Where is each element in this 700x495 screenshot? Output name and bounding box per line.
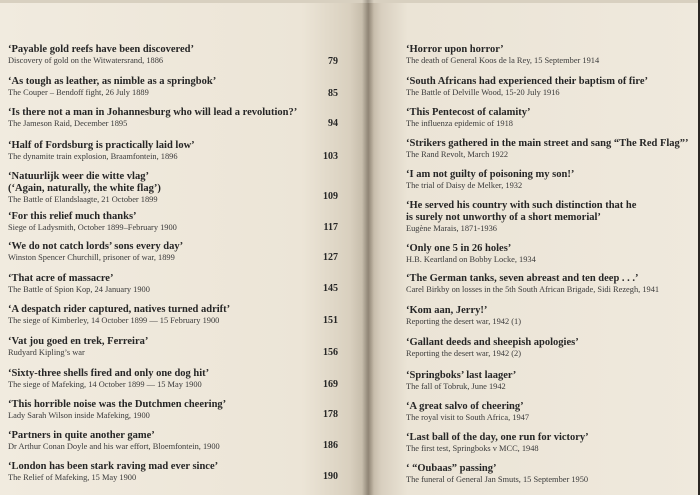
entry-title-line2: (‘Again, naturally, the white flag’) xyxy=(8,183,161,194)
entry-subtitle: The royal visit to South Africa, 1947 xyxy=(406,413,530,422)
toc-entry xyxy=(8,140,338,162)
toc-entry xyxy=(8,211,338,233)
entry-title: ‘Last ball of the day, one run for victory’ xyxy=(406,432,589,443)
entry-title-line2: is surely not unworthy of a short memorial’ xyxy=(406,212,601,223)
toc-entry xyxy=(406,76,696,98)
page-number: 151 xyxy=(323,315,338,326)
entry-title: ‘Horror upon horror’ xyxy=(406,44,504,55)
toc-entry xyxy=(8,430,338,452)
entry-title: ‘He served his country with such distinction that he xyxy=(406,200,637,211)
entry-title: ‘Kom aan, Jerry!’ xyxy=(406,305,488,316)
page-number: 94 xyxy=(328,118,338,129)
entry-subtitle: The first test, Springboks v MCC, 1948 xyxy=(406,444,539,453)
entry-title: ‘ “Oubaas” passing’ xyxy=(406,463,497,474)
entry-title: ‘As tough as leather, as nimble as a springbok’ xyxy=(8,76,217,87)
toc-entry xyxy=(8,241,338,263)
entry-subtitle: Carel Birkby on losses in the 5th South African Brigade, Sidi Rezegh, 1941 xyxy=(406,285,660,294)
toc-entry xyxy=(406,138,696,160)
entry-subtitle: Discovery of gold on the Witwatersrand, 1886 xyxy=(8,56,164,65)
toc-entry xyxy=(406,370,696,392)
toc-entry xyxy=(8,76,338,98)
entry-title: ‘The German tanks, seven abreast and ten deep . . .’ xyxy=(406,273,639,284)
entry-subtitle: The Rand Revolt, March 1922 xyxy=(406,150,509,159)
toc-entry xyxy=(406,273,696,295)
toc-entry xyxy=(406,243,696,265)
entry-subtitle: The siege of Mafeking, 14 October 1899 — 15 May 1900 xyxy=(8,380,202,389)
page-number: 109 xyxy=(323,191,338,202)
page-number: 103 xyxy=(323,151,338,162)
toc-entry xyxy=(8,399,338,421)
toc-entry xyxy=(8,368,338,390)
entry-title: ‘Strikers gathered in the main street and sang “The Red Flag”’ xyxy=(406,138,689,149)
entry-subtitle: Siege of Ladysmith, October 1899–February 1900 xyxy=(8,223,177,232)
toc-entry xyxy=(8,336,338,358)
page-number: 178 xyxy=(323,409,338,420)
entry-title: ‘Springboks’ last laager’ xyxy=(406,370,517,381)
entry-title: ‘A despatch rider captured, natives turned adrift’ xyxy=(8,304,231,315)
toc-entry xyxy=(8,171,338,205)
entry-subtitle: Dr Arthur Conan Doyle and his war effort, Bloemfontein, 1900 xyxy=(8,442,220,451)
page-number: 169 xyxy=(323,379,338,390)
page-number: 145 xyxy=(323,283,338,294)
entry-subtitle: Reporting the desert war, 1942 (2) xyxy=(406,349,522,358)
entry-title: ‘London has been stark raving mad ever since’ xyxy=(8,461,219,472)
entry-title: ‘Partners in quite another game’ xyxy=(8,430,155,441)
toc-entry xyxy=(8,107,338,129)
toc-entry xyxy=(406,44,696,66)
book-gutter-shadow xyxy=(362,0,374,495)
entry-title: ‘This Pentecost of calamity’ xyxy=(406,107,531,118)
entry-subtitle: The influenza epidemic of 1918 xyxy=(406,119,513,128)
entry-subtitle: The Battle of Elandslaagte, 21 October 1899 xyxy=(8,195,158,204)
entry-subtitle: The death of General Koos de la Rey, 15 September 1914 xyxy=(406,56,600,65)
entry-title: ‘A great salvo of cheering’ xyxy=(406,401,524,412)
entry-title: ‘Gallant deeds and sheepish apologies’ xyxy=(406,337,579,348)
entry-title: ‘That acre of massacre’ xyxy=(8,273,114,284)
page-number: 85 xyxy=(328,88,338,99)
entry-title: ‘Is there not a man in Johannesburg who will lead a revolution?’ xyxy=(8,107,298,118)
entry-subtitle: The siege of Kimberley, 14 October 1899 — 15 February 1900 xyxy=(8,316,220,325)
entry-title: ‘Only one 5 in 26 holes’ xyxy=(406,243,512,254)
entry-title: ‘South Africans had experienced their baptism of fire’ xyxy=(406,76,648,87)
entry-title: ‘I am not guilty of poisoning my son!’ xyxy=(406,169,575,180)
toc-entry xyxy=(406,432,696,454)
entry-subtitle: Lady Sarah Wilson inside Mafeking, 1900 xyxy=(8,411,150,420)
page-number: 79 xyxy=(328,56,338,67)
entry-title: ‘Half of Fordsburg is practically laid low’ xyxy=(8,140,195,151)
entry-subtitle: H.B. Keartland on Bobby Locke, 1934 xyxy=(406,255,536,264)
toc-entry xyxy=(406,305,696,327)
entry-title: ‘Natuurlijk weer die witte vlag’ xyxy=(8,171,149,182)
entry-subtitle: The Relief of Mafeking, 15 May 1900 xyxy=(8,473,137,482)
entry-title: ‘Payable gold reefs have been discovered’ xyxy=(8,44,194,55)
entry-subtitle: The trial of Daisy de Melker, 1932 xyxy=(406,181,523,190)
toc-entry xyxy=(8,461,338,483)
toc-entry xyxy=(406,200,696,234)
toc-entry xyxy=(406,107,696,129)
entry-subtitle: The Battle of Delville Wood, 15-20 July 1916 xyxy=(406,88,560,97)
entry-subtitle: The Couper – Bendoff fight, 26 July 1889 xyxy=(8,88,149,97)
page-number: 117 xyxy=(323,222,338,233)
toc-entry xyxy=(8,44,338,66)
right-page xyxy=(368,0,698,495)
entry-title: ‘Sixty-three shells fired and only one dog hit’ xyxy=(8,368,210,379)
entry-subtitle: The dynamite train explosion, Braamfontein, 1896 xyxy=(8,152,178,161)
page-number: 190 xyxy=(323,471,338,482)
toc-entry xyxy=(8,304,338,326)
toc-entry xyxy=(8,273,338,295)
entry-title: ‘For this relief much thanks’ xyxy=(8,211,137,222)
entry-subtitle: The fall of Tobruk, June 1942 xyxy=(406,382,506,391)
page-number: 156 xyxy=(323,347,338,358)
page-number: 127 xyxy=(323,252,338,263)
entry-subtitle: Eugène Marais, 1871-1936 xyxy=(406,224,497,233)
entry-title: ‘This horrible noise was the Dutchmen cheering’ xyxy=(8,399,227,410)
entry-subtitle: Winston Spencer Churchill, prisoner of war, 1899 xyxy=(8,253,175,262)
entry-title: ‘Vat jou goed en trek, Ferreira’ xyxy=(8,336,149,347)
entry-subtitle: The funeral of General Jan Smuts, 15 September 1950 xyxy=(406,475,589,484)
page-number: 186 xyxy=(323,440,338,451)
entry-subtitle: Rudyard Kipling’s war xyxy=(8,348,85,357)
entry-subtitle: The Battle of Spion Kop, 24 January 1900 xyxy=(8,285,150,294)
toc-entry xyxy=(406,169,696,191)
entry-title: ‘We do not catch lords’ sons every day’ xyxy=(8,241,184,252)
toc-entry xyxy=(406,401,696,423)
entry-subtitle: The Jameson Raid, December 1895 xyxy=(8,119,128,128)
entry-subtitle: Reporting the desert war, 1942 (1) xyxy=(406,317,522,326)
toc-entry xyxy=(406,463,696,485)
toc-entry xyxy=(406,337,696,359)
